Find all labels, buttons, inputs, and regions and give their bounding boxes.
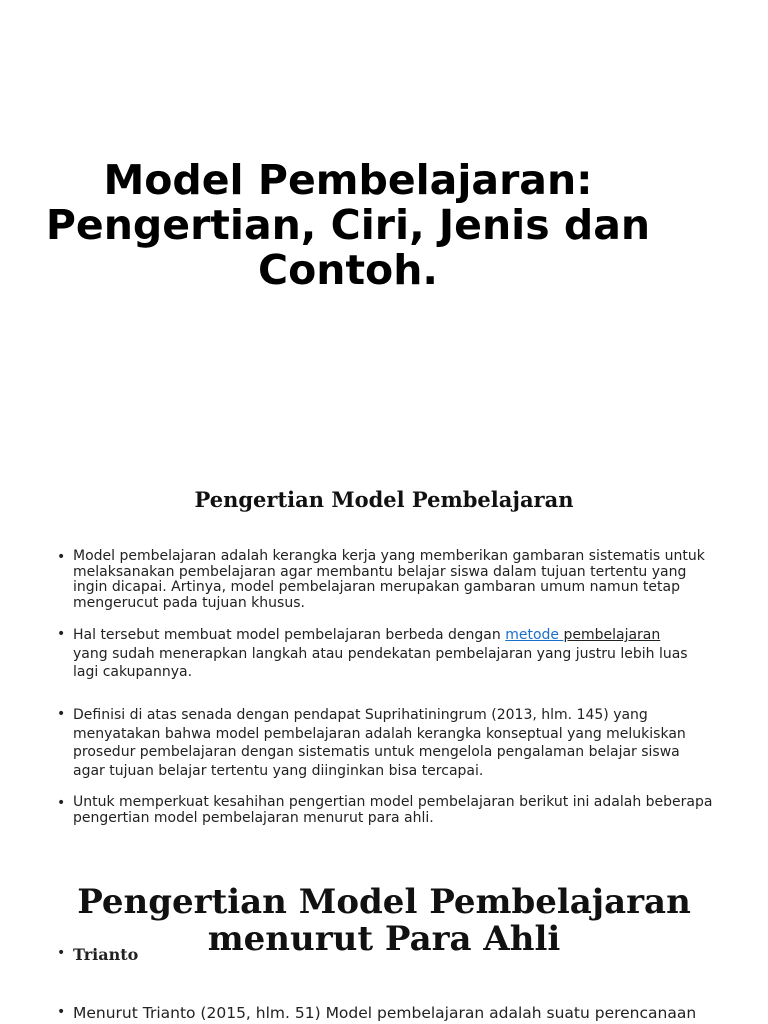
bullet-marker: • [57,795,66,811]
list-item-text-end: yang sudah menerapkan langkah atau pendekatan pembelajaran yang justru lebih luas lagi cakupannya. [73,645,688,680]
list-item-text: Menurut Trianto (2015, hlm. 51) Model pembelajaran adalah suatu perencanaan [73,1004,697,1022]
heading-line-1: Pengertian Model Pembelajaran [77,882,691,922]
subheading-trianto: Trianto [73,945,139,964]
document-title [0,158,696,293]
metode-link[interactable]: metode [505,627,564,643]
bullet-marker: • [57,1004,66,1020]
section-heading-definition: Pengertian Model Pembelajaran [194,487,574,512]
list-item-text: Model pembelajaran adalah kerangka kerja yang memberikan gambaran sistematis untuk melaksanakan pembelajaran agar membantu belajar siswa dalam tujuan tertentu yang ingin dicapai. Artinya, model pembelajaran merupakan gambaran umum namun tetap mengerucut pada tujuan khusus. [73,548,705,612]
pembelajaran-link[interactable]: pembelajaran [563,627,661,643]
bullet-marker: • [57,549,66,565]
list-item-text: Definisi di atas senada dengan pendapat Suprihatiningrum (2013, hlm. 145) yang menyatakan bahwa model pembelajaran adalah kerangka konseptual yang melukiskan prosedur pembelajaran dengan sistematis untuk mengelola pengalaman belajar siswa agar tujuan belajar tertentu yang diinginkan bisa tercapai. [73,707,686,779]
list-item-text [73,626,713,682]
heading-line-2: menurut Para Ahli [207,919,561,959]
bullet-marker: • [57,706,66,722]
title-line-2: Pengertian, Ciri, Jenis dan [45,201,651,249]
title-line-3: Contoh. [258,246,438,294]
bullet-marker: • [57,945,66,961]
title-line-1: Model Pembelajaran: [103,156,593,204]
bullet-marker: • [57,626,66,642]
list-item-text-start: Hal tersebut membuat model pembelajaran berbeda dengan [73,627,506,643]
list-item-text: Untuk memperkuat kesahihan pengertian model pembelajaran berikut ini adalah beberapa pengertian model pembelajaran menurut para ahli. [73,794,713,826]
